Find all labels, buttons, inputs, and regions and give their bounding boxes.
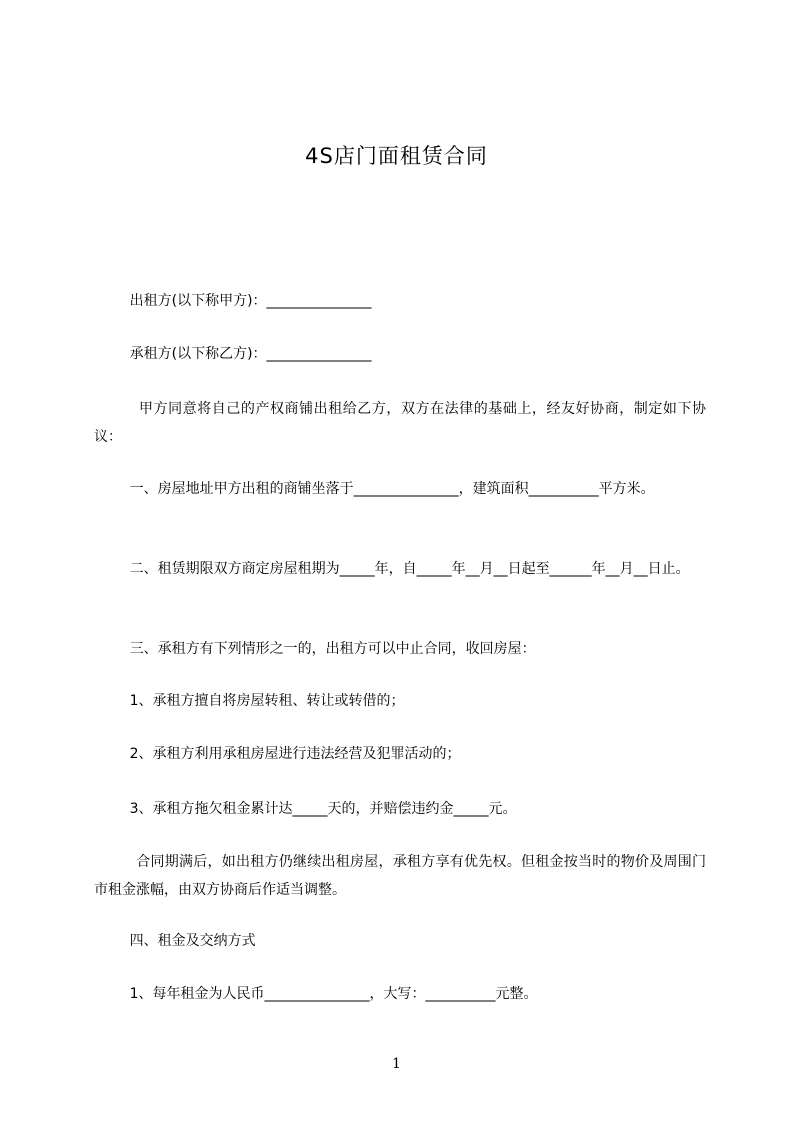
clause-4-item-1: 1、每年租金为人民币_______________，大写：__________元整。 (94, 986, 538, 1002)
clause-2-term: 二、租赁期限双方商定房屋租期为_____年，自_____年__月__日起至______年__月__日止。 (94, 561, 690, 577)
clause-3-item-2: 2、承租方利用承租房屋进行违法经营及犯罪活动的； (94, 746, 461, 762)
clause-3-termination: 三、承租方有下列情形之一的，出租方可以中止合同，收回房屋： (94, 641, 536, 657)
clause-3-item-1: 1、承租方擅自将房屋转租、转让或转借的； (94, 693, 405, 709)
agreement-intro: 甲方同意将自己的产权商铺出租给乙方，双方在法律的基础上，经友好协商，制定如下协议： (94, 401, 706, 445)
lessor-line: 出租方(以下称甲方)：_______________ (94, 293, 372, 309)
clause-3-item-3: 3、承租方拖欠租金累计达_____天的，并赔偿违约金_____元。 (94, 801, 517, 817)
document-title: 4S店门面租赁合同 (305, 144, 488, 168)
lessee-line: 承租方(以下称乙方)：_______________ (94, 346, 372, 362)
page-number: 1 (392, 1056, 401, 1072)
clause-1-address: 一、房屋地址甲方出租的商铺坐落于_______________，建筑面积__________平方米。 (94, 481, 655, 497)
clause-4-heading: 四、租金及交纳方式 (94, 933, 256, 949)
renewal-paragraph: 合同期满后，如出租方仍继续出租房屋，承租方享有优先权。但租金按当时的物价及周围门市租金涨幅，由双方协商后作适当调整。 (94, 854, 706, 898)
